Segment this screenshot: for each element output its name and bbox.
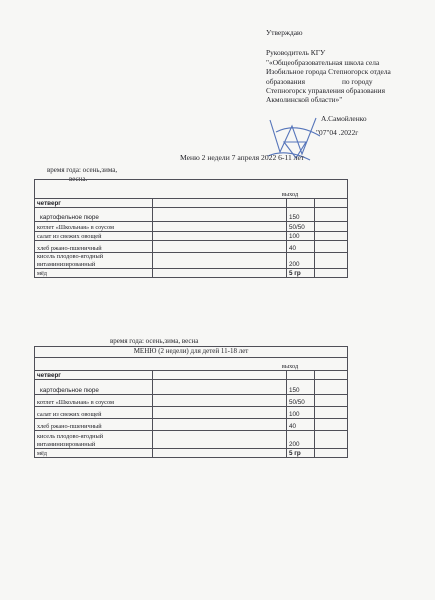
table-row bbox=[35, 253, 348, 269]
dish-out: 100 bbox=[287, 232, 315, 241]
table-row bbox=[35, 222, 348, 232]
table-title-row bbox=[35, 347, 348, 358]
approval-block bbox=[266, 28, 431, 105]
dish-name: хлеб ржано-пшеничный bbox=[35, 419, 153, 431]
menu2-table bbox=[34, 346, 348, 458]
approval-line: Акмолинской области»" bbox=[266, 95, 343, 105]
dish-name: кисель плодово-ягодный витаминизированный bbox=[35, 253, 153, 269]
table-row bbox=[35, 431, 348, 449]
dish-name: мёд bbox=[35, 269, 153, 278]
header-out: выход bbox=[35, 358, 348, 371]
dish-name: салат из свежих овощей bbox=[35, 232, 153, 241]
approval-heading: Утверждаю bbox=[266, 28, 303, 37]
menu1-table bbox=[34, 179, 348, 278]
approval-line: Изобильное города Степногорск отдела bbox=[266, 67, 391, 77]
season-line: время года: осень,зима, bbox=[47, 166, 118, 174]
dish-name: котлет «Школьная» в соусом bbox=[35, 395, 153, 407]
dish-out: 40 bbox=[287, 419, 315, 431]
dish-name: хлеб ржано-пшеничный bbox=[35, 241, 153, 253]
table-row bbox=[35, 380, 348, 395]
dish-out: 5 гр bbox=[287, 269, 315, 278]
dish-out: 100 bbox=[287, 407, 315, 419]
dish-name: салат из свежих овощей bbox=[35, 407, 153, 419]
table-header-row bbox=[35, 358, 348, 371]
table-row bbox=[35, 407, 348, 419]
dish-name: картофельное пюре bbox=[35, 208, 153, 222]
menu1-title: Меню 2 недели 7 апреля 2022 6-11 лет bbox=[180, 153, 305, 162]
table-row bbox=[35, 419, 348, 431]
table-row bbox=[35, 199, 348, 208]
dish-name: котлет «Школьная» в соусом bbox=[35, 222, 153, 232]
approval-line: Степногорск управления образования bbox=[266, 86, 386, 96]
dish-out: 200 bbox=[287, 253, 315, 269]
approval-date: "07"04 .2022г bbox=[316, 128, 359, 137]
menu2-season: время года: осень,зима, весна bbox=[110, 337, 199, 345]
dish-out: 5 гр bbox=[287, 449, 315, 458]
dish-out: 50/50 bbox=[287, 395, 315, 407]
table-row bbox=[35, 395, 348, 407]
table-row bbox=[35, 241, 348, 253]
table-header-row bbox=[35, 180, 348, 199]
menu2-title: МЕНЮ (2 недели) для детей 11-18 лет bbox=[35, 347, 348, 358]
day-cell: четверг bbox=[35, 199, 153, 208]
dish-out: 200 bbox=[287, 431, 315, 449]
table-row bbox=[35, 269, 348, 278]
dish-out: 150 bbox=[287, 380, 315, 395]
day-cell: четверг bbox=[35, 371, 153, 380]
season-line: весна. bbox=[69, 174, 88, 183]
dish-out: 150 bbox=[287, 208, 315, 222]
header-out: выход bbox=[35, 180, 348, 199]
table-row bbox=[35, 232, 348, 241]
signer-name: А.Самойленко bbox=[321, 114, 367, 123]
table-row bbox=[35, 449, 348, 458]
approval-line: образования по городу bbox=[266, 76, 373, 86]
table-row bbox=[35, 208, 348, 222]
dish-name: мёд bbox=[35, 449, 153, 458]
table-row bbox=[35, 371, 348, 380]
dish-name: кисель плодово-ягодный витаминизированный bbox=[35, 431, 153, 449]
approval-line: Руководитель КГУ bbox=[266, 48, 326, 58]
dish-name: картофельное пюре bbox=[35, 380, 153, 395]
approval-line: "«Общеобразовательная школа села bbox=[266, 57, 380, 67]
dish-out: 50/50 bbox=[287, 222, 315, 232]
dish-out: 40 bbox=[287, 241, 315, 253]
